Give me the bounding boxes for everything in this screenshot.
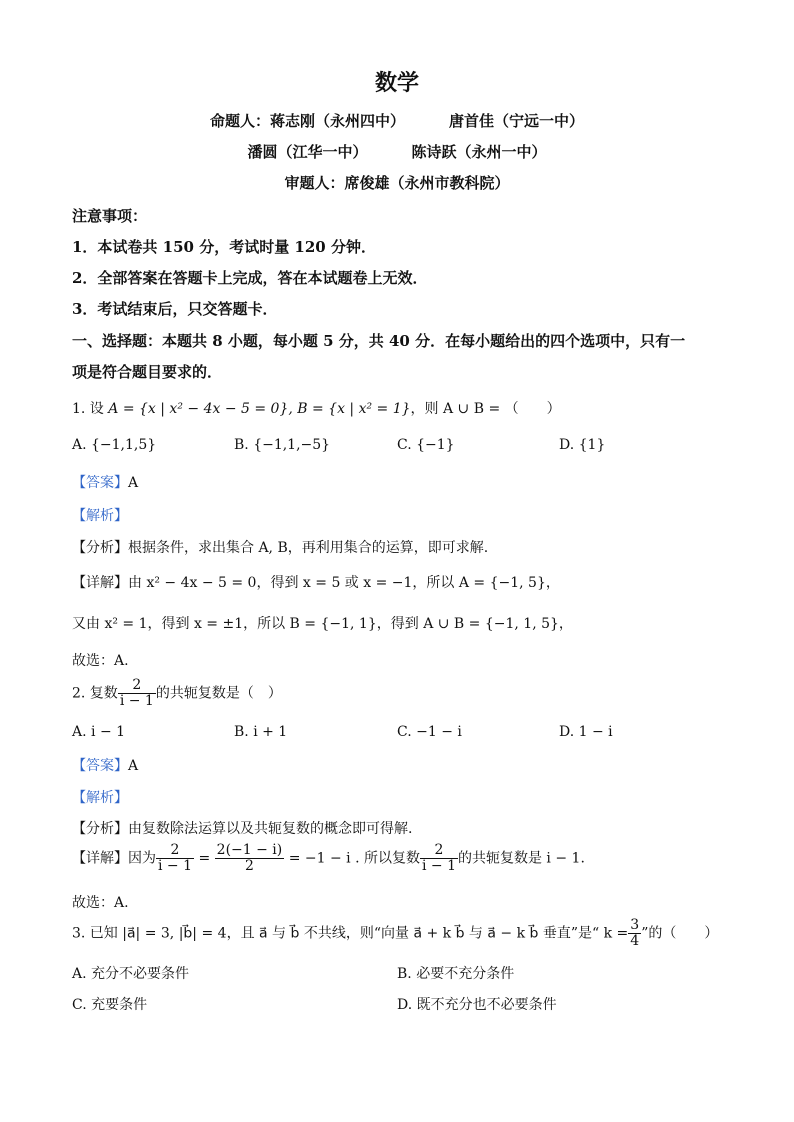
author-jiang: 命题人：蒋志刚（永州四中） xyxy=(209,112,405,130)
q2-xj-f1-den: i − 1 xyxy=(158,858,193,874)
q3-stem-a: 3. 已知 |a⃗| = 3, |b⃗| = 4，且 a⃗ 与 b⃗ 不共线，则“向量 a⃗ + k b⃗ 与 a⃗ − k b⃗ 垂直”是“ k = xyxy=(72,925,629,942)
q2-xj-f3-num: 2 xyxy=(420,843,458,859)
q1-xiangjie xyxy=(72,572,560,592)
q2-xj-frac-2 xyxy=(215,843,285,874)
q1-xiangjie-text: 由 x² − 4x − 5 = 0，得到 x = 5 或 x = −1，所以 A = {−1, 5}， xyxy=(128,575,560,591)
q2-analysis-tag: 【解析】 xyxy=(72,790,128,806)
q1-option-c: C. {−1} xyxy=(397,437,455,453)
q2-xj-f2-num: 2(−1 − i) xyxy=(216,842,283,858)
q2-option-b: B. i + 1 xyxy=(234,724,288,740)
q1-analysis-tag: 【解析】 xyxy=(72,508,128,524)
q2-frac-den: i − 1 xyxy=(119,693,154,709)
q2-frac-num: 2 xyxy=(118,678,156,694)
q3-option-a: A. 充分不必要条件 xyxy=(72,966,190,982)
q2-answer xyxy=(72,755,138,775)
q3-frac-num: 3 xyxy=(630,917,640,933)
q2-xj-frac-3 xyxy=(420,843,458,874)
answer-tag: 【答案】 xyxy=(72,758,128,774)
q2-stem xyxy=(72,678,282,709)
authors-line-2 xyxy=(0,141,794,162)
q1-number: 1. 设 xyxy=(72,401,104,417)
q2-xj-f1-num: 2 xyxy=(156,843,194,859)
q1-option-b: B. {−1,1,−5} xyxy=(234,437,331,453)
q3-option-b: B. 必要不充分条件 xyxy=(397,966,515,982)
q3-option-d: D. 既不充分也不必要条件 xyxy=(397,997,557,1013)
notice-item-3: 3．考试结束后，只交答题卡． xyxy=(72,300,278,318)
q2-xj-f3-den: i − 1 xyxy=(421,858,456,874)
q2-xj-a: 因为 xyxy=(128,850,156,867)
answer-tag: 【答案】 xyxy=(72,475,128,491)
q2-fraction xyxy=(118,678,156,709)
q2-number: 2. 复数 xyxy=(72,685,118,702)
q2-stem-suffix: 的共轭复数是（ ） xyxy=(155,685,282,702)
q1-option-a: A. {−1,1,5} xyxy=(72,437,157,453)
q2-xiangjie xyxy=(72,843,585,874)
q1-fenxi-text: 根据条件，求出集合 A, B，再利用集合的运算，即可求解. xyxy=(128,540,489,556)
q1-stem-suffix: ，则 A ∪ B = （ ） xyxy=(410,401,561,417)
q2-answer-value: A xyxy=(128,758,139,774)
q3-fraction xyxy=(628,918,641,949)
q2-fenxi-text: 由复数除法运算以及共轭复数的概念即可得解. xyxy=(128,821,413,837)
q2-option-d: D. 1 − i xyxy=(559,724,613,740)
q1-answer-value: A xyxy=(128,475,139,491)
q2-fenxi xyxy=(72,818,412,838)
q2-option-a: A. i − 1 xyxy=(72,724,126,740)
q2-conclusion: 故选：A. xyxy=(72,895,129,911)
q2-xj-f2-den: 2 xyxy=(244,858,254,874)
notice-item-2: 2．全部答案在答题卡上完成，答在本试题卷上无效． xyxy=(72,269,428,287)
q2-xj-eq: = xyxy=(198,850,211,867)
fenxi-tag: 【分析】 xyxy=(72,540,128,556)
q3-frac-den: 4 xyxy=(630,933,640,949)
section-1-heading: 一、选择题：本题共 8 小题，每小题 5 分，共 40 分．在每小题给出的四个选项中，只有一 xyxy=(72,332,686,350)
q2-xj-frac-1 xyxy=(156,843,194,874)
fenxi-tag: 【分析】 xyxy=(72,821,128,837)
xiangjie-tag: 【详解】 xyxy=(72,575,128,591)
q3-stem xyxy=(72,918,718,949)
q1-xiangjie-line-2: 又由 x² = 1，得到 x = ±1，所以 B = {−1, 1}，得到 A ∪ B = {−1, 1, 5}， xyxy=(72,616,573,632)
q3-stem-b: ”的（ ） xyxy=(641,925,719,942)
reviewer-line: 审题人：席俊雄（永州市教科院） xyxy=(284,174,510,192)
author-pan: 潘圆（江华一中） xyxy=(247,143,368,161)
page-title: 数学 xyxy=(374,70,419,96)
q1-answer xyxy=(72,472,138,492)
q3-option-c: C. 充要条件 xyxy=(72,997,148,1013)
q2-option-c: C. −1 − i xyxy=(397,724,462,740)
section-1-heading-cont: 项是符合题目要求的． xyxy=(72,363,223,381)
author-chen: 陈诗跃（永州一中） xyxy=(411,143,547,161)
author-tang: 唐首佳（宁远一中） xyxy=(449,112,585,130)
notice-heading: 注意事项： xyxy=(72,207,148,225)
q1-conclusion: 故选：A. xyxy=(72,653,129,669)
notice-item-1: 1．本试卷共 150 分，考试时量 120 分钟． xyxy=(72,238,376,256)
q1-option-d: D. {1} xyxy=(559,437,606,453)
q1-stem xyxy=(72,398,561,418)
q2-xj-c: 的共轭复数是 i − 1. xyxy=(457,850,585,867)
q1-sets: A = {x | x² − 4x − 5 = 0}, B = {x | x² = 1} xyxy=(108,401,411,417)
authors-line-1 xyxy=(0,110,794,131)
q1-fenxi xyxy=(72,537,488,557)
q2-xj-b: = −1 − i . 所以复数 xyxy=(288,850,420,867)
xiangjie-tag: 【详解】 xyxy=(72,850,128,867)
